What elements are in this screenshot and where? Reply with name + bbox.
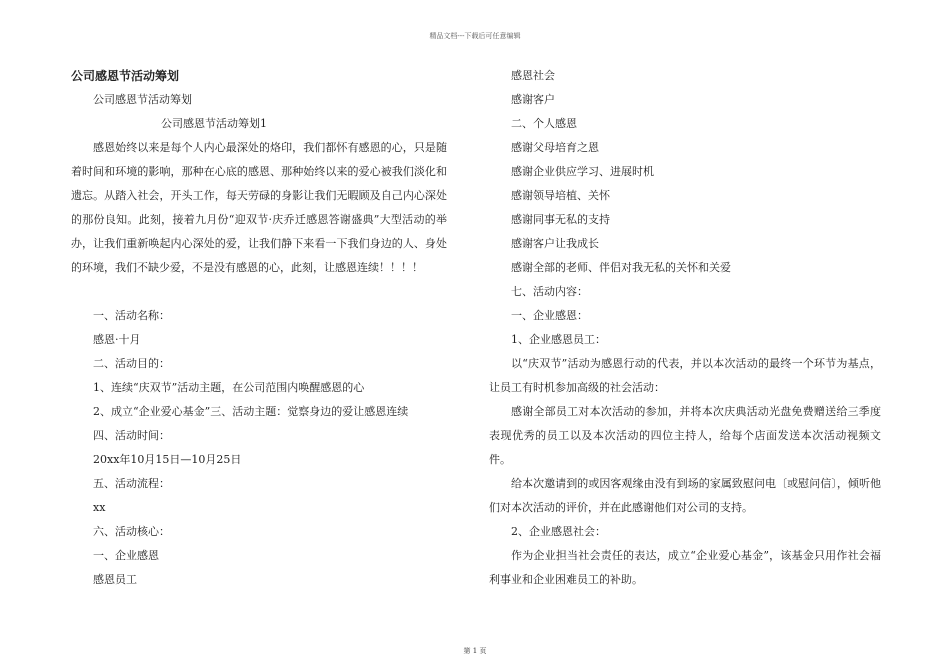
section-heading: 公司感恩节活动筹划1: [161, 117, 267, 130]
list-item: 2、企业感恩社会：: [511, 525, 606, 538]
spacer: [71, 280, 447, 304]
body-paragraph: 给本次邀请到的或因客观缘由没有到场的家属致慰问电〔或慰问信〕，倾听他们对本次活动的评价，并在此感谢他们对公司的支持。: [489, 477, 881, 514]
list-item: 2、成立“企业爱心基金”三、活动主题：觉察身边的爱让感恩连续: [93, 405, 409, 418]
document-title: 公司感恩节活动筹划: [71, 69, 180, 83]
list-item: 一、企业感恩：: [511, 309, 588, 322]
list-item: 感谢领导培植、关怀: [511, 189, 610, 202]
list-item: 感恩社会: [511, 69, 555, 82]
body-paragraph: 以“庆双节”活动为感恩行动的代表，并以本次活动的最终一个环节为基点，让员工有时机参加高级的社会活动：: [489, 357, 881, 394]
intro-paragraph: 感恩始终以来是每个人内心最深处的烙印，我们都怀有感恩的心，只是随着时间和环境的影响，那种在心底的感恩、那种始终以来的爱心被我们淡化和遗忘。从踏入社会，开头工作，每天劳碌的身影让我们无暇顾及自己内心深处的那份良知。此刻，接着九月份“迎双节·庆乔迁感恩答谢盛典”大型活动的举办，让我们重新唤起内心深处的爱，让我们静下来看一下我们身边的人、身处的环境，我们不缺少爱，不是没有感恩的心，此刻，让感恩连续！！！！: [71, 141, 447, 274]
page-footer: 第 1 页: [463, 647, 487, 655]
list-item: 感恩员工: [93, 573, 137, 586]
list-item: 二、活动目的：: [93, 357, 170, 370]
list-item: 感恩·十月: [93, 333, 141, 346]
list-item: 感谢全部的老师、伴侣对我无私的关怀和关爱: [511, 261, 731, 274]
document-subtitle: 公司感恩节活动筹划: [93, 93, 192, 106]
body-paragraph: 作为企业担当社会责任的表达，成立“企业爱心基金”，该基金只用作社会福利事业和企业困难员工的补助。: [489, 549, 881, 586]
list-item: 五、活动流程：: [93, 477, 170, 490]
list-item: 六、活动核心：: [93, 525, 170, 538]
body-paragraph: 感谢全部员工对本次活动的参加，并将本次庆典活动光盘免费赠送给三季度表现优秀的员工以及本次活动的四位主持人，给每个店面发送本次活动视频文件。: [489, 405, 881, 466]
right-column: [489, 64, 881, 592]
list-item: 感谢客户让我成长: [511, 237, 599, 250]
list-item: 感谢父母培育之恩: [511, 141, 599, 154]
list-item: 一、企业感恩: [93, 549, 159, 562]
left-column: [71, 64, 447, 592]
list-item: xx: [93, 501, 106, 514]
list-item: 20xx年10月15日—10月25日: [93, 453, 242, 466]
list-item: 感谢同事无私的支持: [511, 213, 610, 226]
list-item: 1、企业感恩员工：: [511, 333, 606, 346]
list-item: 1、连续“庆双节”活动主题，在公司范围内唤醒感恩的心: [93, 381, 365, 394]
list-item: 四、活动时间：: [93, 429, 170, 442]
list-item: 感谢企业供应学习、进展时机: [511, 165, 654, 178]
page-header: 精品文档---下载后可任意编辑: [429, 32, 521, 40]
list-item: 感谢客户: [511, 93, 555, 106]
list-item: 二、个人感恩: [511, 117, 577, 130]
list-item: 一、活动名称：: [93, 309, 170, 322]
list-item: 七、活动内容：: [511, 285, 588, 298]
